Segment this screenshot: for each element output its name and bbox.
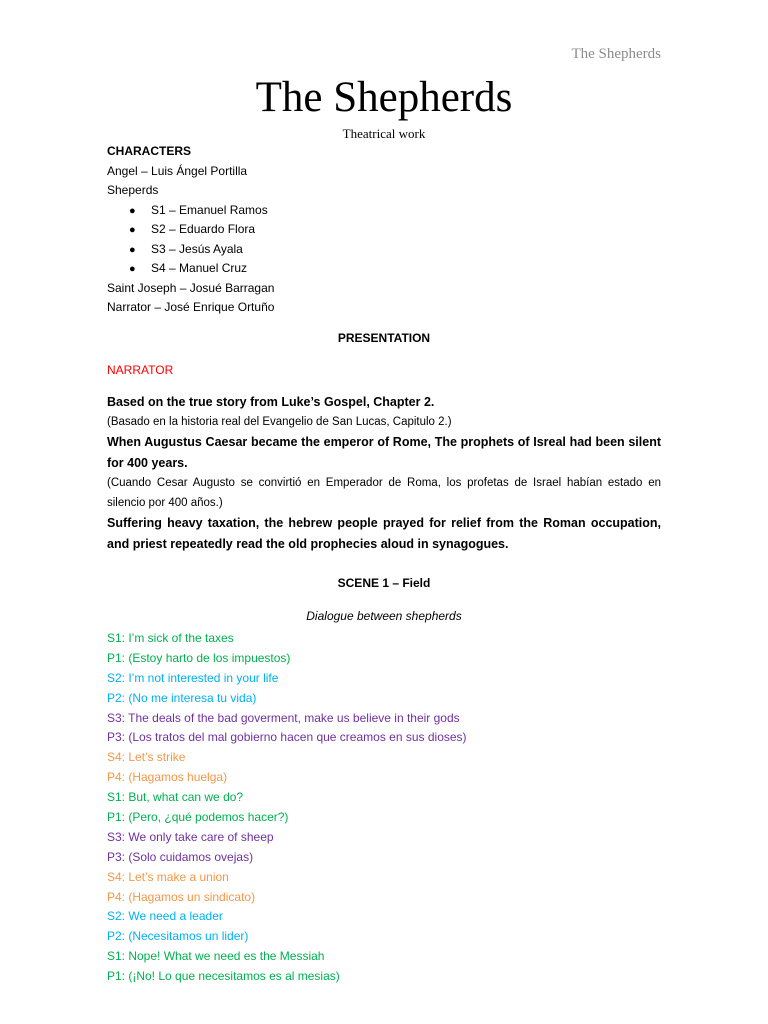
dialogue-list	[107, 629, 661, 987]
bullet-icon: ●	[129, 263, 136, 275]
scene-1-section	[107, 573, 661, 987]
character-shepherds-label: Sheperds	[107, 183, 159, 197]
character-shepherd-item	[107, 240, 661, 260]
dialogue-line: S3: The deals of the bad goverment, make us believe in their gods	[107, 710, 460, 725]
character-shepherd-text: S4 – Manuel Cruz	[151, 261, 248, 275]
dialogue-line: S1: I’m sick of the taxes	[107, 631, 234, 645]
dialogue-line: P1: (¡No! Lo que necesitamos es al mesias)	[107, 969, 340, 984]
dialogue-line: S4: Let’s make a union	[107, 869, 229, 884]
character-shepherd-item	[107, 201, 661, 221]
scene-heading: SCENE 1 – Field	[337, 576, 431, 590]
dialogue-line: P1: (Estoy harto de los impuestos)	[107, 650, 291, 665]
document-title: The Shepherds	[255, 74, 513, 121]
bullet-icon: ●	[129, 224, 136, 236]
characters-heading: CHARACTERS	[107, 144, 191, 158]
character-shepherd-text: S1 – Emanuel Ramos	[151, 202, 268, 217]
dialogue-line: P2: (No me interesa tu vida)	[107, 690, 257, 705]
presentation-paragraph-es: (Basado en la historia real del Evangelio de San Lucas, Capitulo 2.)	[107, 415, 452, 428]
presentation-heading: PRESENTATION	[337, 330, 431, 345]
presentation-section	[107, 328, 661, 556]
character-shepherd-item	[107, 220, 661, 240]
character-joseph: Saint Joseph – Josué Barragan	[107, 280, 275, 295]
character-angel: Angel – Luis Ángel Portilla	[107, 163, 248, 178]
dialogue-line: S2: We need a leader	[107, 909, 223, 924]
presentation-paragraph-en: Suffering heavy taxation, the hebrew people prayed for relief from the Roman occupation, and priest repeatedly read the old prophecies aloud in synagogues.	[107, 516, 661, 551]
running-header: The Shepherds	[571, 46, 661, 62]
dialogue-line: P2: (Necesitamos un lider)	[107, 929, 249, 944]
character-shepherd-text: S3 – Jesús Ayala	[151, 241, 243, 256]
presentation-paragraph-es: (Cuando Cesar Augusto se convirtió en Emperador de Roma, los profetas de Israel habían estado en silencio por 400 años.)	[107, 477, 661, 509]
dialogue-line: P4: (Hagamos huelga)	[107, 770, 228, 785]
dialogue-line: S4: Let’s strike	[107, 750, 186, 765]
narrator-label: NARRATOR	[107, 362, 174, 377]
presentation-paragraph-en: When Augustus Caesar became the emperor of Rome, The prophets of Isreal had been silent for 400 years.	[107, 435, 661, 470]
character-narrator: Narrator – José Enrique Ortuño	[107, 300, 275, 314]
dialogue-line: S1: Nope! What we need es the Messiah	[107, 949, 325, 964]
bullet-icon: ●	[129, 204, 136, 217]
dialogue-line: S1: But, what can we do?	[107, 790, 244, 805]
document-body	[107, 142, 661, 987]
document-subtitle: Theatrical work	[342, 126, 426, 141]
dialogue-line: P1: (Pero, ¿qué podemos hacer?)	[107, 810, 289, 825]
character-shepherd-item	[107, 259, 661, 279]
presentation-paragraph-en: Based on the true story from Luke’s Gospel, Chapter 2.	[107, 394, 435, 409]
character-shepherd-text: S2 – Eduardo Flora	[151, 222, 256, 236]
dialogue-line: P3: (Solo cuidamos ovejas)	[107, 849, 254, 864]
dialogue-line: P4: (Hagamos un sindicato)	[107, 889, 256, 904]
dialogue-line: P3: (Los tratos del mal gobierno hacen que creamos en sus dioses)	[107, 730, 467, 745]
bullet-icon: ●	[129, 243, 136, 256]
scene-subheading: Dialogue between shepherds	[306, 609, 462, 623]
characters-section	[107, 142, 661, 318]
dialogue-line: S2: I’m not interested in your life	[107, 670, 279, 685]
dialogue-line: S3: We only take care of sheep	[107, 829, 274, 844]
